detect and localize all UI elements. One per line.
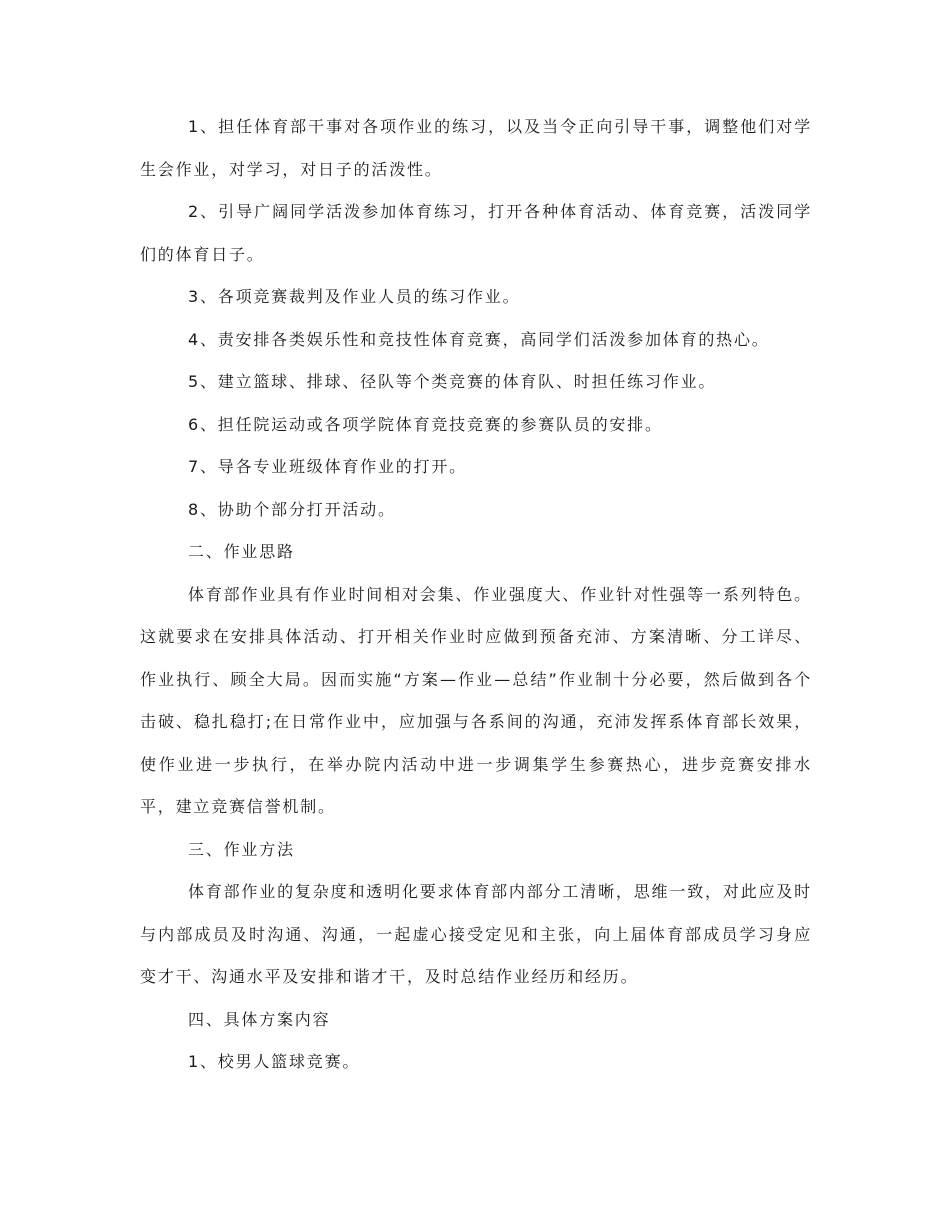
duty-item-4: 4、责安排各类娱乐性和竞技性体育竞赛，高同学们活泼参加体育的热心。	[188, 329, 770, 349]
duty-item-2: 2、引导广阔同学活泼参加体育练习，打开各种体育活动、体育竞赛，活泼同学们的体育日子。	[140, 202, 812, 264]
duty-item-8: 8、协助个部分打开活动。	[188, 499, 396, 519]
duty-item-6: 6、担任院运动或各项学院体育竞技竞赛的参赛队员的安排。	[188, 414, 663, 434]
duty-item-5: 5、建立篮球、排球、径队等个类竞赛的体育队、时担任练习作业。	[188, 372, 717, 391]
section-heading-work-methods: 三、作业方法	[188, 839, 295, 859]
section-heading-work-ideas: 二、作业思路	[188, 542, 295, 561]
duty-item-3: 3、各项竞赛裁判及作业人员的练习作业。	[188, 287, 521, 306]
work-ideas-paragraph: 体育部作业具有作业时间相对会集、作业强度大、作业针对性强等一系列特色。这就要求在安排具体活动、打开相关作业时应做到预备充沛、方案清晰、分工详尽、作业执行、顾全大局。因而实施“方案—作业—总结”作业制十分必要，然后做到各个击破、稳扎稳打;在日常作业中，应加强与各系间的沟通，充沛发挥系体育部长效果，使作业进一步执行，在举办院内活动中进一步调集学生参赛热心，进步竞赛安排水平，建立竞赛信誉机制。	[140, 584, 812, 816]
plan-item-1: 1、校男人篮球竞赛。	[188, 1052, 361, 1071]
duty-item-1: 1、担任体育部干事对各项作业的练习，以及当令正向引导干事，调整他们对学生会作业，对学习，对日子的活泼性。	[140, 117, 812, 179]
work-methods-paragraph: 体育部作业的复杂度和透明化要求体育部内部分工清晰，思维一致，对此应及时与内部成员及时沟通、沟通，一起虚心接受定见和主张，向上届体育部成员学习身应变才干、沟通水平及安排和谐才干，及时总结作业经历和经历。	[140, 882, 812, 986]
section-heading-plan-content: 四、具体方案内容	[188, 1009, 331, 1029]
document-body	[140, 106, 812, 1084]
duty-item-7: 7、导各专业班级体育作业的打开。	[188, 457, 467, 476]
